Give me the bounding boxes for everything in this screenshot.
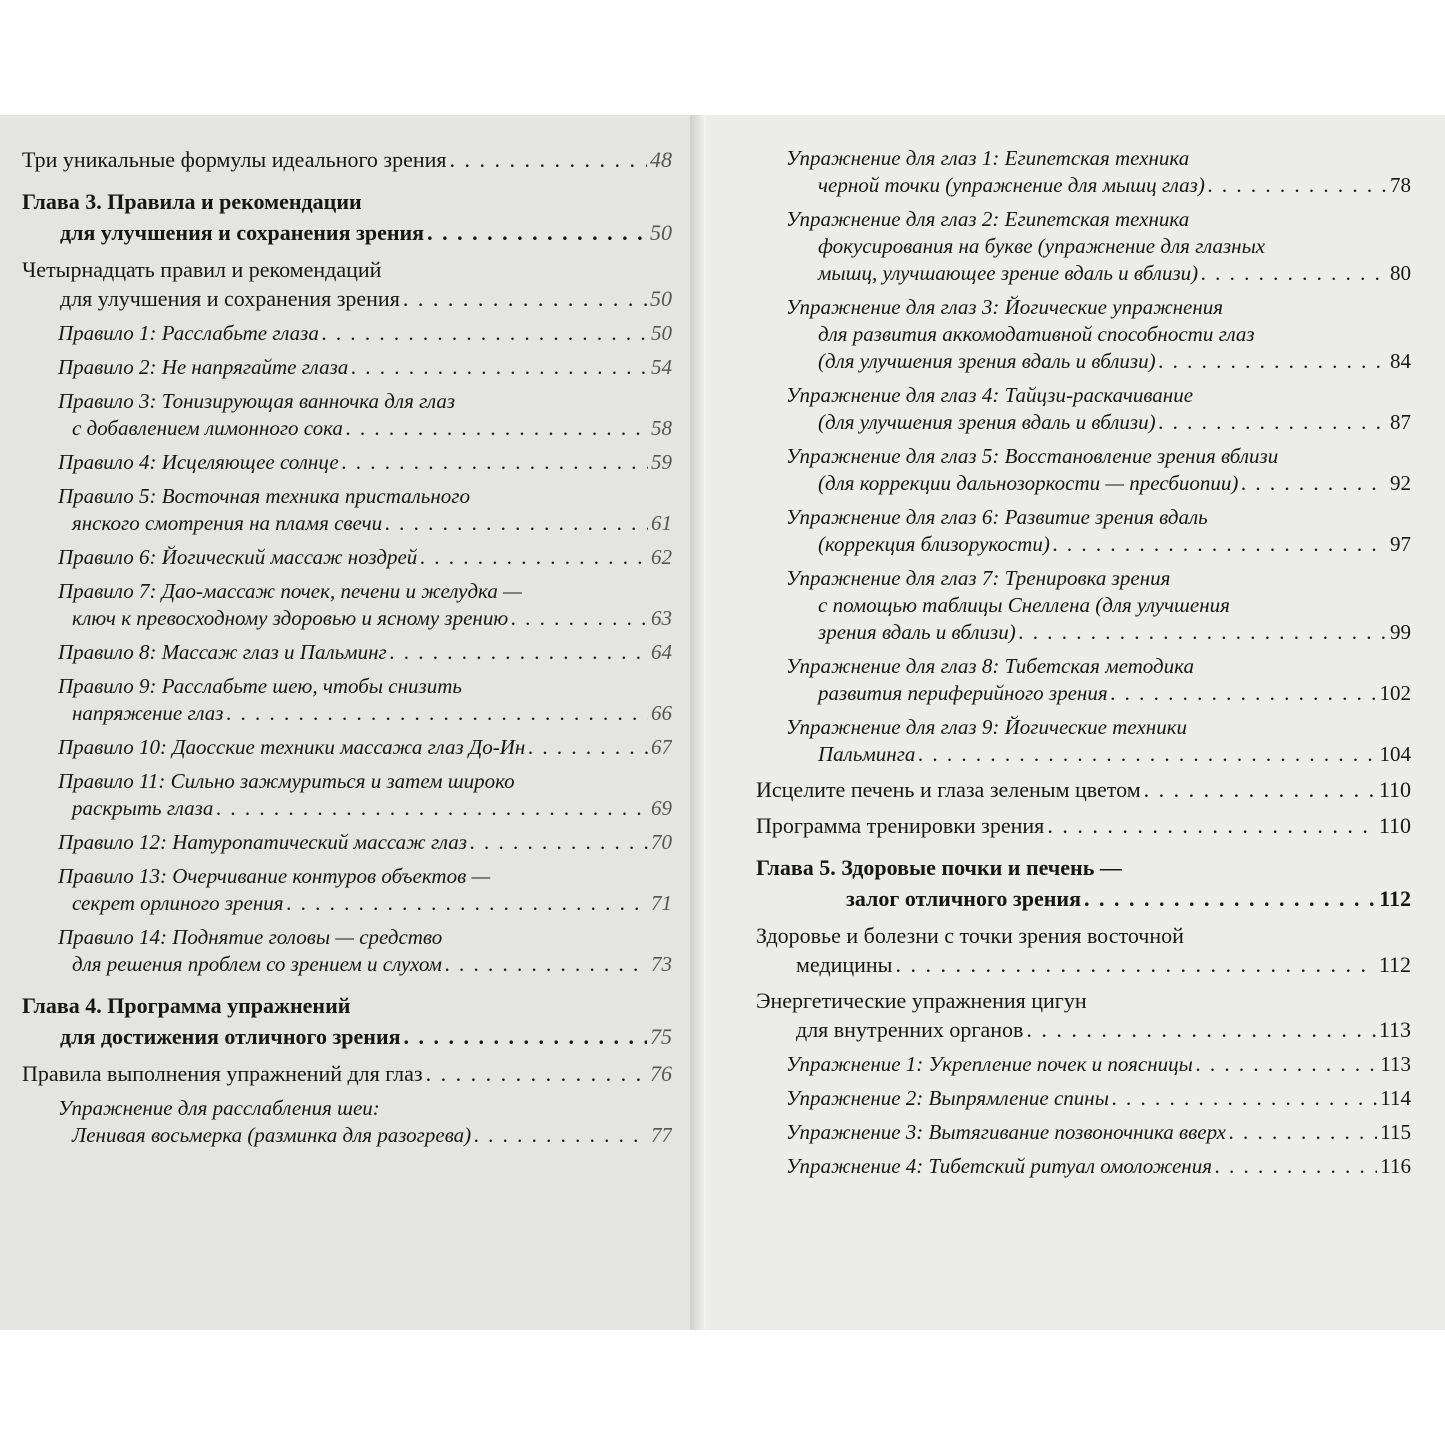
toc-entry-title-line: Три уникальные формулы идеального зрения xyxy=(22,147,447,172)
toc-entry-title-line: Упражнение для глаз 1: Египетская техника xyxy=(786,146,1190,170)
toc-entry-title-line: Правило 2: Не напрягайте глаза xyxy=(58,355,349,379)
toc-entry-title-line: Упражнение для расслабления шеи: xyxy=(58,1096,380,1120)
toc-entry-title-line: (для коррекции дальнозоркости — пресбиопии) xyxy=(818,471,1239,495)
toc-column-left xyxy=(22,145,672,1156)
toc-entry[interactable] xyxy=(22,863,672,917)
toc-entry[interactable] xyxy=(756,145,1411,199)
toc-entry[interactable] xyxy=(756,294,1411,375)
toc-entry-title-line: Правило 4: Исцеляющее солнце xyxy=(58,450,339,474)
toc-entry[interactable] xyxy=(22,1095,672,1149)
toc-page-number: 84 xyxy=(1390,349,1411,373)
toc-page-number: 77 xyxy=(651,1123,672,1147)
toc-entry[interactable] xyxy=(22,544,672,571)
toc-entry-title-line: Правила выполнения упражнений для глаз xyxy=(22,1061,423,1086)
toc-page-number: 69 xyxy=(651,796,672,820)
dot-leader xyxy=(390,639,648,666)
toc-entry[interactable] xyxy=(756,1051,1411,1078)
toc-entry-title-line: ключ к превосходному здоровью и ясному зрению xyxy=(72,606,509,630)
toc-page-number: 50 xyxy=(650,220,672,245)
toc-entry-title-line: Упражнение 2: Выпрямление спины xyxy=(786,1086,1109,1110)
dot-leader xyxy=(918,741,1376,768)
toc-entry-title-line: Программа тренировки зрения xyxy=(756,813,1045,838)
toc-entry-title-line: зрения вдаль и вблизи) xyxy=(818,620,1016,644)
toc-entry-title-line: развития периферийного зрения xyxy=(818,681,1108,705)
toc-entry-title-line: Четырнадцать правил и рекомендаций xyxy=(22,257,382,282)
toc-page-number: 50 xyxy=(650,286,672,311)
toc-entry-title-line: залог отличного зрения xyxy=(846,886,1081,911)
dot-leader xyxy=(445,951,648,978)
toc-entry[interactable] xyxy=(22,186,672,248)
toc-entry[interactable] xyxy=(756,382,1411,436)
toc-entry-title-line: секрет орлиного зрения xyxy=(72,891,284,915)
toc-page-number: 62 xyxy=(651,545,672,569)
toc-page-number: 73 xyxy=(651,952,672,976)
toc-entry-title-line: (для улучшения зрения вдаль и вблизи) xyxy=(818,410,1156,434)
toc-entry-title-line: с помощью таблицы Снеллена (для улучшения xyxy=(818,593,1230,617)
toc-entry[interactable] xyxy=(22,354,672,381)
toc-page-number: 61 xyxy=(651,511,672,535)
toc-page-number: 54 xyxy=(651,355,672,379)
right-page xyxy=(706,115,1445,1330)
toc-page-number: 114 xyxy=(1380,1086,1411,1110)
toc-entry[interactable] xyxy=(22,578,672,632)
toc-entry-title-line: Правило 12: Натуропатический массаж глаз xyxy=(58,830,467,854)
toc-entry-title-line: Упражнение для глаз 6: Развитие зрения вдаль xyxy=(786,505,1208,529)
dot-leader xyxy=(1053,531,1387,558)
toc-entry-title-line: (для улучшения зрения вдаль и вблизи) xyxy=(818,349,1156,373)
toc-entry-title-line: мышц, улучшающее зрение вдаль и вблизи) xyxy=(818,261,1199,285)
toc-entry-title-line: для развития аккомодативной способности глаз xyxy=(818,322,1255,346)
toc-entry-title-line: для улучшения и сохранения зрения xyxy=(60,220,425,245)
toc-page-number: 58 xyxy=(651,416,672,440)
toc-entry[interactable] xyxy=(756,1085,1411,1112)
toc-page-number: 78 xyxy=(1390,173,1411,197)
toc-entry[interactable] xyxy=(756,852,1411,914)
toc-entry-title-line: Правило 3: Тонизирующая ванночка для глаз xyxy=(58,389,456,413)
toc-entry[interactable] xyxy=(22,924,672,978)
dot-leader xyxy=(403,284,647,313)
toc-entry-title-line: Упражнение для глаз 7: Тренировка зрения xyxy=(786,566,1171,590)
toc-entry-title-line: Правило 7: Дао-массаж почек, печени и желудка — xyxy=(58,579,522,603)
dot-leader xyxy=(420,544,648,571)
toc-entry-title-line: Правило 1: Расслабьте глаза xyxy=(58,321,319,345)
toc-page-number: 113 xyxy=(1378,1017,1411,1042)
toc-page-number: 87 xyxy=(1390,410,1411,434)
toc-entry-title-line: для решения проблем со зрением и слухом xyxy=(72,952,442,976)
toc-page-number: 66 xyxy=(651,701,672,725)
toc-entry-title-line: черной точки (упражнение для мышц глаз) xyxy=(818,173,1205,197)
toc-entry-title-line: янского смотрения на пламя свечи xyxy=(72,511,383,535)
dot-leader xyxy=(287,890,648,917)
toc-entry[interactable] xyxy=(22,320,672,347)
dot-leader xyxy=(1159,409,1387,436)
toc-page-number: 92 xyxy=(1390,471,1411,495)
dot-leader xyxy=(351,354,648,381)
toc-page-number: 97 xyxy=(1390,532,1411,556)
toc-entry[interactable] xyxy=(22,990,672,1052)
toc-page-number: 110 xyxy=(1378,777,1411,802)
toc-entry[interactable] xyxy=(756,714,1411,768)
toc-page-number: 70 xyxy=(651,830,672,854)
toc-entry-title-line: Ленивая восьмерка (разминка для разогрева) xyxy=(72,1123,472,1147)
toc-entry[interactable] xyxy=(22,449,672,476)
toc-entry-title-line: Упражнение для глаз 2: Египетская техника xyxy=(786,207,1190,231)
toc-entry[interactable] xyxy=(22,145,672,174)
toc-entry-title-line: с добавлением лимонного сока xyxy=(72,416,343,440)
toc-entry-title-line: медицины xyxy=(796,952,893,977)
toc-page-number: 112 xyxy=(1379,886,1411,911)
toc-page-number: 67 xyxy=(651,735,672,759)
toc-entry[interactable] xyxy=(22,673,672,727)
left-page xyxy=(0,115,690,1330)
dot-leader xyxy=(1201,260,1387,287)
toc-entry[interactable] xyxy=(756,986,1411,1044)
toc-entry-title-line: Правило 6: Йогический массаж ноздрей xyxy=(58,545,418,569)
toc-page-number: 63 xyxy=(651,606,672,630)
toc-entry[interactable] xyxy=(756,504,1411,558)
toc-entry-title-line: Упражнение для глаз 4: Тайцзи-раскачивание xyxy=(786,383,1194,407)
dot-leader xyxy=(470,829,648,856)
dot-leader xyxy=(1208,172,1387,199)
dot-leader xyxy=(895,950,1375,979)
book-gutter xyxy=(690,115,706,1330)
dot-leader xyxy=(1159,348,1387,375)
toc-page-number: 112 xyxy=(1378,952,1411,977)
dot-leader xyxy=(1047,811,1376,840)
toc-entry[interactable] xyxy=(22,1059,672,1088)
toc-entry[interactable] xyxy=(756,1119,1411,1146)
toc-page-number: 116 xyxy=(1380,1154,1411,1178)
toc-entry[interactable] xyxy=(756,811,1411,840)
toc-entry-title-line: Упражнение для глаз 9: Йогические техники xyxy=(786,715,1188,739)
dot-leader xyxy=(322,320,648,347)
toc-entry-title-line: раскрыть глаза xyxy=(72,796,214,820)
toc-page-number: 102 xyxy=(1379,681,1411,705)
dot-leader xyxy=(426,1059,647,1088)
toc-column-right xyxy=(756,145,1411,1187)
dot-leader xyxy=(404,1021,647,1052)
toc-entry-title-line: Упражнение 3: Вытягивание позвоночника вверх xyxy=(786,1120,1227,1144)
dot-leader xyxy=(346,415,648,442)
toc-page-number: 59 xyxy=(651,450,672,474)
toc-entry-title-line: Правило 10: Даосские техники массажа глаз До-Ин xyxy=(58,735,526,759)
toc-page-number: 64 xyxy=(651,640,672,664)
toc-entry[interactable] xyxy=(756,1153,1411,1180)
dot-leader xyxy=(474,1122,648,1149)
dot-leader xyxy=(511,605,648,632)
toc-entry-title-line: Глава 3. Правила и рекомендации xyxy=(22,189,362,214)
dot-leader xyxy=(1241,470,1387,497)
toc-entry[interactable] xyxy=(22,734,672,761)
toc-entry-title-line: Упражнение 4: Тибетский ритуал омоложения xyxy=(786,1154,1212,1178)
toc-entry[interactable] xyxy=(756,443,1411,497)
toc-page-number: 75 xyxy=(650,1024,672,1049)
toc-entry-title-line: Правило 5: Восточная техника пристального xyxy=(58,484,470,508)
toc-entry[interactable] xyxy=(756,565,1411,646)
dot-leader xyxy=(528,734,648,761)
toc-entry[interactable] xyxy=(756,206,1411,287)
dot-leader xyxy=(1111,680,1377,707)
dot-leader xyxy=(1019,619,1387,646)
dot-leader xyxy=(450,145,647,174)
dot-leader xyxy=(385,510,648,537)
toc-entry-title-line: Правило 8: Массаж глаз и Пальминг xyxy=(58,640,387,664)
toc-page-number: 71 xyxy=(651,891,672,915)
toc-entry[interactable] xyxy=(22,768,672,822)
toc-page-number: 115 xyxy=(1380,1120,1411,1144)
dot-leader xyxy=(1196,1051,1377,1078)
toc-entry[interactable] xyxy=(22,639,672,666)
toc-page-number: 110 xyxy=(1378,813,1411,838)
toc-entry-title-line: Глава 4. Программа упражнений xyxy=(22,993,351,1018)
toc-entry-title-line: Здоровье и болезни с точки зрения восточной xyxy=(756,923,1184,948)
dot-leader xyxy=(1215,1153,1377,1180)
toc-entry[interactable] xyxy=(22,255,672,313)
toc-entry-title-line: для улучшения и сохранения зрения xyxy=(60,286,400,311)
toc-entry-title-line: Энергетические упражнения цигун xyxy=(756,988,1087,1013)
toc-entry-title-line: Правило 11: Сильно зажмуриться и затем широко xyxy=(58,769,515,793)
toc-entry[interactable] xyxy=(22,388,672,442)
toc-entry-title-line: для достижения отличного зрения xyxy=(60,1024,401,1049)
toc-entry-title-line: для внутренних органов xyxy=(796,1017,1024,1042)
toc-entry-title-line: напряжение глаз xyxy=(72,701,224,725)
dot-leader xyxy=(1229,1119,1377,1146)
toc-entry-title-line: Исцелите печень и глаза зеленым цветом xyxy=(756,777,1141,802)
dot-leader xyxy=(1026,1015,1375,1044)
toc-page-number: 80 xyxy=(1390,261,1411,285)
dot-leader xyxy=(342,449,648,476)
toc-entry-title-line: Пальминга xyxy=(818,742,916,766)
dot-leader xyxy=(1144,775,1376,804)
toc-entry-title-line: Правило 14: Поднятие головы — средство xyxy=(58,925,443,949)
toc-page-number: 48 xyxy=(650,147,672,172)
toc-entry-title-line: (коррекция близорукости) xyxy=(818,532,1050,556)
dot-leader xyxy=(216,795,648,822)
toc-entry-title-line: Правило 9: Расслабьте шею, чтобы снизить xyxy=(58,674,462,698)
toc-entry[interactable] xyxy=(756,775,1411,804)
toc-page-number: 113 xyxy=(1380,1052,1411,1076)
toc-entry-title-line: Упражнение для глаз 3: Йогические упражнения xyxy=(786,295,1224,319)
toc-entry[interactable] xyxy=(756,921,1411,979)
toc-entry-title-line: Правило 13: Очерчивание контуров объектов — xyxy=(58,864,491,888)
dot-leader xyxy=(227,700,649,727)
toc-page-number: 76 xyxy=(650,1061,672,1086)
toc-entry-title-line: Упражнение для глаз 5: Восстановление зрения вблизи xyxy=(786,444,1279,468)
dot-leader xyxy=(427,217,647,248)
toc-entry-title-line: Упражнение 1: Укрепление почек и поясницы xyxy=(786,1052,1193,1076)
dot-leader xyxy=(1112,1085,1377,1112)
toc-entry-title-line: Глава 5. Здоровые почки и печень — xyxy=(756,855,1122,880)
dot-leader xyxy=(1084,883,1376,914)
toc-page-number: 99 xyxy=(1390,620,1411,644)
toc-entry[interactable] xyxy=(756,653,1411,707)
toc-entry-title-line: Упражнение для глаз 8: Тибетская методика xyxy=(786,654,1194,678)
toc-entry[interactable] xyxy=(22,829,672,856)
toc-entry[interactable] xyxy=(22,483,672,537)
toc-entry-title-line: фокусирования на букве (упражнение для глазных xyxy=(818,234,1266,258)
toc-page-number: 50 xyxy=(651,321,672,345)
toc-page-number: 104 xyxy=(1379,742,1411,766)
